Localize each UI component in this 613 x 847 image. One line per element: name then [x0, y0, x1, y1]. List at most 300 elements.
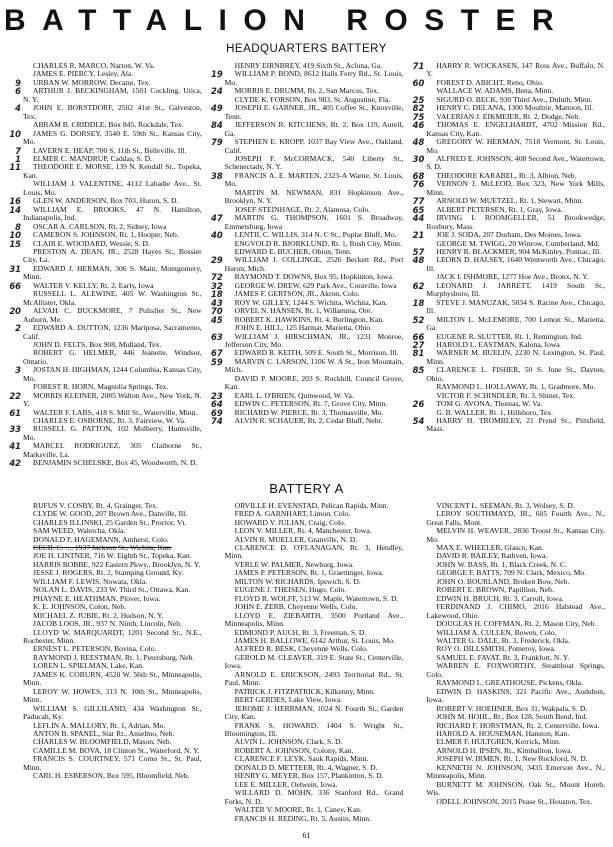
roster-entry: MAX E. WHEELER, Glasco, Kan.: [436, 543, 544, 553]
member-address: Rt. 3, Wolsey, S. D.: [514, 500, 575, 510]
roster-entry: 18 JAMES F. GERTSON, JR., Akron, Colo.: [225, 290, 404, 298]
handwritten-number: 59: [211, 356, 223, 367]
member-address: Bovina, Colo.: [114, 644, 157, 654]
member-address: Magnolia Springs, Tex.: [97, 382, 169, 392]
handwritten-number: 25: [412, 94, 425, 105]
handwritten-number: 47: [211, 213, 223, 224]
member-address: Rt. 1, Remington, Ind.: [514, 331, 583, 341]
member-name: ABRAM B. CRIDDLE: [33, 120, 105, 130]
member-address: 700 S. 11th St., Belleville, Ill.: [95, 145, 187, 155]
member-name: WALTER F. LABS: [33, 407, 92, 417]
member-name: MILTON L. McLEMORE: [436, 314, 520, 324]
member-address: 5034 S. Racine Ave., Chicago, Ill.: [426, 297, 606, 316]
member-name: JOSEPH F. McCORMACK: [234, 153, 333, 163]
member-address: 1640 Wentworth Ave., Chicago, Ill.: [426, 255, 605, 273]
roster-entry: 15 CLAIR E. WOODARD, Wessie, S. D.: [23, 240, 202, 248]
roster-entry: FLOYD R. WOLFF, 513 W. Maple, Watertown, S. D.: [234, 593, 399, 603]
member-name: WALTER G. DALE: [436, 636, 498, 645]
member-name: JOHN D. FELTS: [33, 339, 86, 349]
handwritten-number: 74: [211, 416, 223, 427]
member-address: 1937 Jackson St., Wichita, Kan.: [74, 543, 172, 553]
member-address: Colon, Neb.: [89, 602, 127, 612]
handwritten-number: 16: [9, 196, 21, 207]
roster-entry: 25 SIGURD O. BECK, 930 Third Ave., Duluth, Minn.: [426, 96, 605, 104]
member-address: 629 Park Ave., Coraville, Iowa: [302, 280, 397, 290]
member-name: FRANCIS H. REDING: [234, 813, 307, 823]
member-address: 922 Eastern Pkwy., Brooklyn, N. Y.: [91, 559, 201, 569]
member-name: MORRIS KLEINER: [33, 390, 97, 400]
member-address: 408 Second Ave., Watertown, S. D.: [426, 153, 606, 172]
handwritten-number: 7: [15, 145, 21, 156]
member-name: JACK I. ISHMORE: [436, 272, 498, 282]
roster-entry: 64 EDWIN C. PETERSON, Rt. 7, Grove City, Minn.: [225, 400, 404, 408]
member-name: THOMAS E. ENGELHARDT: [436, 120, 536, 130]
handwritten-number: 62: [412, 280, 425, 291]
member-name: JOHN W. BASS: [436, 559, 487, 569]
member-address: Rt. 3, Frederick, Okla.: [501, 636, 570, 645]
roster-entry: EDWIN H. BRUCH, Rt. 3, Carroll, Iowa.: [436, 593, 564, 603]
handwritten-number: 42: [9, 458, 21, 469]
roster-entry: 41 MARCEL RODRIGUEZ, 305 Claiborne St., Marksville, La.: [23, 442, 202, 459]
roster-entry: 40 LENTIL C. WILLIS, 314 N. C St., Poplar Bluff, Mo.: [225, 231, 404, 239]
roster-entry: DONALD F. HAGEMANN, Amherst, Colo.: [33, 534, 169, 544]
member-address: 125 Harmar, Marietta, Ohio.: [285, 323, 373, 333]
member-name: RICHARD F. HORSTMAN: [436, 720, 523, 730]
member-name: CAMERON S. JOHNSON: [33, 230, 116, 240]
handwritten-number: 70: [211, 306, 223, 317]
roster-entry: 14 WILLIAM E. BROOKS, 47 N. Hamilton, Indianapolis, Ind.: [23, 206, 202, 223]
member-name: URBAN W. MORROW: [33, 77, 106, 87]
roster-entry: CLYDE W. GOOD, 207 Brown Ave., Danville, Ill.: [33, 509, 188, 519]
handwritten-number: 84: [211, 120, 223, 131]
roster-entry: PATRICK J. FITZPATRICK, Kilkenny, Minn.: [234, 686, 375, 696]
roster-entry: CHARLES ILLINSKI, 25 Garden St., Proctor, Vt.: [33, 517, 187, 527]
member-name: DAVID R. BAILEY: [436, 551, 498, 561]
member-name: VERLE W. PALMER: [234, 559, 302, 569]
roster-entry: 61 WALTER F. LABS, 418 S. Mill St., Waterville, Minn.: [23, 409, 202, 417]
member-name: ODELL JOHNSON: [436, 796, 498, 806]
member-name: STEVE J. MANUZAK: [436, 297, 508, 307]
roster-entry: 22 MORRIS KLEINER, 2085 Walton Ave., New York, N. Y.: [23, 392, 202, 409]
member-address: Rt. 2, San Marcos, Tex.: [307, 86, 379, 96]
member-name: THEODORE E. MORSE: [33, 162, 112, 172]
roster-entry: 18 STEVE J. MANUZAK, 5034 S. Racine Ave., Chicago, Ill.: [426, 299, 605, 316]
roster-entry: EDWIN D. HASKINS, 321 Pacific Ave., Audubon, Iowa.: [426, 686, 605, 705]
member-address: Rt. 1, Adrian, Mo.: [109, 720, 166, 730]
member-address: 313 N. 10th St., Minneapolis, Minn.: [23, 686, 202, 705]
member-name: LEROY W. HOWES: [33, 686, 101, 696]
member-address: 1601 S. Broadway, Emmetsburg, Iowa: [224, 213, 404, 231]
roster-entry: G. B. WALLER, Rt. 1, Hillsboro, Tex.: [436, 407, 554, 417]
member-name: ARNOLD E. ERICKSON: [234, 669, 319, 679]
handwritten-number: 71: [412, 61, 425, 71]
member-address: Box 45, Woodworth, N. D.: [115, 458, 198, 468]
member-name: VERNON J. McLEOD: [436, 179, 511, 189]
member-address: 21 Prend St., Pittsfield, Mass.: [426, 416, 605, 434]
member-name: HARRIS ROBBE: [33, 559, 89, 569]
member-name: MILTON W. RICHARDS: [234, 576, 314, 586]
member-name: JOHN M. HOHL: [436, 712, 490, 722]
member-address: 2230 N. Lexington, St. Paul, Minn.: [426, 348, 606, 366]
headquarters-roster: [0, 62, 613, 468]
member-address: 418 S. Mill St., Waterville, Minn.: [95, 407, 198, 417]
roster-entry: JACOB LOOS, JR., 937 N. Ninth, Lincoln, Neb.: [33, 619, 182, 629]
handwritten-number: 18: [211, 289, 223, 300]
roster-entry: 10 JAMES G. DORSEY, 3540 E. 59th St., Kansas City, Mo.: [23, 130, 202, 147]
member-address: Rt. 4, Burlington, Kan.: [314, 314, 385, 324]
member-name: LAVERN E. HEAP: [33, 145, 93, 155]
roster-entry: 11 THEODORE E. MORSE, 139 N. Kendall St., Topeka, Kan.: [23, 163, 202, 180]
roster-entry: 60 FOREST D. ABICHT, Reno, Ohio.: [426, 79, 605, 87]
handwritten-number: 19: [211, 69, 223, 80]
member-name: EARL L. O'BRIEN: [234, 390, 295, 400]
member-address: Decatur, Tex.: [109, 77, 151, 87]
member-address: Box 157, Plankinton, S. D.: [301, 771, 384, 781]
member-name: LEORN D. HALSEY: [436, 255, 503, 265]
member-name: JOE H. LINTNER: [33, 551, 90, 561]
roster-column: [6, 62, 202, 468]
roster-entry: WILLIAM A. CULLEN, Bowen, Colo.: [436, 627, 557, 637]
handwritten-number: 85: [412, 365, 425, 376]
member-address: Ipswich, S. D.: [317, 576, 361, 586]
member-address: Rt. 2, Dodge, Neb.: [522, 111, 581, 121]
member-address: 831 Hopkinson Ave., Brooklyn, N. Y.: [224, 187, 404, 206]
roster-entry: WILLARD D. MOHN, 336 Stanford Rd., Grand Forks, N. D.: [224, 788, 404, 806]
member-name: ROY W. GILLEY: [234, 297, 289, 307]
roster-entry: VINCENT L. SEEMAN, Rt. 3, Wolsey, S. D.: [436, 500, 575, 510]
roster-entry: 72 RAYMOND T. DOWNS, Box 95, Hopkinton, Iowa.: [225, 273, 404, 281]
member-name: ROBERT E. BROWN: [436, 585, 505, 595]
roster-entry: 75 VALERIAN J. EIKMEIER, Rt. 2, Dodge, Neb.: [426, 113, 605, 121]
member-address: 336 Stanford Rd., Grand Forks, N. D.: [224, 788, 404, 806]
member-address: 709 N. Clark, Mexico, Mo.: [503, 568, 587, 578]
roster-entry: 21 JOE J. SODA, 207 Durham, Des Moines, Iowa.: [426, 231, 605, 239]
member-name: FOREST D. ABICHT: [436, 77, 503, 87]
member-name: EDWARD E. BUCHER: [234, 246, 309, 256]
member-address: 1501 Cockling, Utica, N. Y.: [23, 86, 202, 104]
roster-entry: WARREN E. FOXWORTHY, Steamboat Springs, Colo.: [426, 661, 606, 679]
member-address: Steamboat Springs, Colo.: [426, 661, 606, 679]
member-address: Rt. 3, Thomasville, Mo.: [310, 407, 384, 417]
member-address: Rt. 1, Rush City, Minn.: [331, 238, 402, 248]
member-name: GEROLD M. CLEAVER: [234, 652, 313, 662]
roster-entry: ELMER F. HULTGREN, Kerrick, Minn.: [436, 737, 561, 747]
member-name: ALVIN R. SCHAUER: [234, 416, 304, 426]
handwritten-number: 26: [412, 399, 425, 410]
member-name: BURNETT M. JOHNSON: [436, 779, 523, 789]
roster-entry: 26 TOM G. AVONA, Thomas, W. Va.: [426, 400, 605, 408]
roster-entry: 66 WALTER V. KELLY, Rt. 2, Early, Iowa: [23, 282, 202, 290]
member-name: JAMES P. PETERSON: [234, 568, 307, 578]
member-name: JOHN O. BOURLAND: [436, 576, 510, 586]
roster-entry: JOHN E. ZERB, Cheyenne Wells, Colo.: [234, 602, 358, 612]
roster-column: [409, 502, 605, 823]
member-name: LEON V. MILLER: [234, 526, 294, 536]
member-address: 2526 Beckett Rd., Port Huron, Mich.: [224, 255, 404, 273]
member-name: FRANCIS A. E. MARTEN: [234, 170, 320, 180]
handwritten-number: 27: [412, 339, 425, 350]
roster-entry: JAMES K. COBURN, 4520 W. 56th St., Minneapolis, Minn.: [23, 669, 202, 688]
roster-entry: GEROLD M. CLEAVER, 319 E. State St., Centerville, Iowa.: [224, 652, 404, 671]
roster-entry: 9 URBAN W. MORROW, Decatur, Tex.: [23, 79, 202, 87]
member-name: ROBERT K. HAWKINS: [234, 314, 311, 324]
member-address: Rt. 4, Wagner, S. D.: [316, 762, 378, 772]
handwritten-number: 44: [412, 213, 425, 224]
handwritten-number: 31: [9, 263, 21, 274]
roster-entry: ROY O. DILLSMITH, Pomeroy, Iowa.: [436, 644, 556, 654]
handwritten-number: 4: [15, 103, 21, 114]
handwritten-number: 79: [211, 137, 223, 148]
member-name: CLARENCE D. O'FLANAGAN: [234, 543, 343, 553]
roster-entry: HAROLD A. HOUSEMAN, Hanston, Kan.: [436, 728, 570, 738]
roster-entry: JOE H. LINTNER, 716 W. Eighth St., Topeka, Kan.: [33, 551, 192, 561]
handwritten-number: 22: [9, 390, 21, 401]
roster-entry: DAVID R. BAILEY, Rathven, Iowa.: [436, 551, 548, 561]
member-name: PRESTON A. DEAN, JR.: [33, 246, 118, 256]
member-name: WILLIAM S. GILLILAND: [33, 703, 126, 713]
member-name: MARVIN C. LARSON: [234, 356, 307, 366]
roster-entry: 23 EARL L. O'BRIEN, Quinwood, W. Va.: [225, 392, 404, 400]
section-title-headquarters: HEADQUARTERS BATTERY: [226, 43, 387, 55]
roster-entry: JACK I. ISHMORE, 1277 Hoe Ave., Bronx, N. Y.: [436, 272, 589, 282]
member-address: 2836 Troost St., Kansas City, Mo.: [426, 526, 606, 544]
handwritten-number: 9: [15, 77, 21, 88]
member-name: TOM G. AVONA: [436, 399, 491, 409]
handwritten-number: 10: [9, 230, 21, 241]
handwritten-number: 3: [15, 365, 21, 376]
handwritten-number: 49: [211, 103, 223, 114]
member-name: JACOB LOOS, JR.: [33, 619, 93, 629]
roster-entry: 38 FRANCIS A. E. MARTEN, 2323-A Warne, St. Louis, Mo.: [225, 172, 404, 189]
member-address: 7 Pulisfier St., New Auburn, Me.: [23, 306, 202, 324]
member-name: EDWARD R. KEITH: [234, 348, 301, 358]
member-address: 2323-A Warne, St. Louis, Mo.: [224, 170, 404, 189]
handwritten-number: 33: [9, 424, 21, 435]
roster-entry: 69 RICHARD W. PIERCE, Rt. 3, Thomasville, Mo.: [225, 409, 404, 417]
handwritten-number: 57: [412, 246, 425, 257]
member-address: Rt. 3, Shiner, Tex.: [520, 390, 576, 400]
member-address: Oak St., Mount Horeb, Wis.: [426, 779, 606, 798]
member-name: MAX E. WHEELER: [436, 543, 501, 553]
roster-entry: GEORGE F. BATTS, 709 N. Clark, Mexico, Mo.: [436, 568, 587, 578]
member-name: WILLARD D. MOHN: [234, 788, 311, 798]
roster-entry: 16 GLEN W. ANDERSON, Box 703, Huron, S. D.: [23, 197, 202, 205]
roster-entry: 8 OSCAR A. CARLSON, Rt. 2, Sidney, Iowa: [23, 223, 202, 231]
page-title: BATTALION ROSTER: [4, 4, 571, 37]
member-address: 50 S. June St., Dayton, Ohio.: [426, 365, 606, 383]
member-address: Rt. 2, Centerville, Iowa.: [526, 720, 600, 730]
member-address: Plover, Iowa.: [119, 593, 161, 603]
roster-entry: BURNETT M. JOHNSON, Oak St., Mount Horeb, Wis.: [426, 779, 606, 798]
member-name: VALERIAN J. EIKMEIER: [436, 111, 520, 121]
roster-entry: ROBERT E. BROWN, Papillion, Neb.: [436, 585, 554, 595]
roster-entry: 45 ROBERT K. HAWKINS, Rt. 4, Burlington, Kan.: [225, 316, 404, 324]
roster-entry: RICHARD F. HORSTMAN, Rt. 2, Centerville, Iowa.: [436, 720, 600, 730]
member-name: JAMES K. COBURN: [33, 669, 101, 679]
member-address: 314 N. C St., Poplar Bluff, Mo.: [301, 230, 397, 240]
roster-entry: 19 WILLIAM P. BOND, 8612 Halls Ferry Rd., St. Louis, Mo.: [225, 70, 404, 87]
roster-entry: 82 HENRY C. DELANA, 1300 Moultrie, Mattoon, Ill.: [426, 104, 605, 112]
member-address: Sauk Rapids, Minn.: [308, 754, 369, 764]
member-name: EDWIN C. PETERSON: [234, 399, 310, 409]
handwritten-number: 64: [211, 399, 223, 410]
roster-entry: 47 MARTIN G. THOMPSON, 1601 S. Broadway, Emmetsburg, Iowa: [225, 214, 404, 231]
roster-entry: CLARENCE D. O'FLANAGAN, Rt. 3, Hendley, Minn.: [224, 543, 404, 561]
roster-entry: RAYMOND J. REESTMAN, Rt. 1, Petersburg, Neb.: [33, 652, 195, 662]
roster-entry: FRED A. GARNHART, Limon, Colo.: [234, 509, 351, 519]
member-address: Caddas, S. D.: [110, 153, 152, 163]
roster-entry: RAYMOND L. HOLLAWAY, Rt. 1, Gradmore, Mo.: [436, 382, 596, 392]
member-name: JOSTAN H. HIGHMAN: [33, 365, 109, 375]
handwritten-number: 6: [15, 86, 21, 97]
roster-entry: 68 THEODORE KARABEL, Rt. 3, Albion, Neb.: [426, 172, 605, 180]
roster-entry: JOHN W. BASS, Rt. 1, Black Creek, N. C.: [436, 559, 567, 569]
member-address: 700 Lemon St., Marietta, Ga.: [426, 314, 605, 333]
roster-entry: CHARLES W. BLOOMFIELD, Mason, Neb.: [33, 737, 172, 747]
handwritten-number: 69: [211, 407, 223, 418]
member-name: GEORGE M. TWIGG: [436, 238, 505, 248]
roster-entry: 27 HAROLD L. EASTMAN, Kalona, Iowa: [426, 341, 605, 349]
member-address: 8612 Halls Ferry Rd., St. Louis, Mo.: [224, 69, 404, 87]
member-address: Granville, N. D.: [308, 534, 358, 544]
member-address: Cheyenne Wells, Colo.: [287, 602, 358, 612]
member-name: ALBERT PETERSEN: [436, 204, 505, 214]
member-address: 4520 W. 56th St., Minneapolis, Minn.: [23, 669, 202, 688]
roster-entry: ALFRED R. BESK, Cheyenne Wells, Colo.: [234, 644, 368, 654]
page-number: 61: [302, 830, 311, 840]
member-address: 2016 Halstead Ave., Lakewood, Ohio.: [426, 602, 605, 620]
handwritten-number: 66: [412, 331, 425, 342]
roster-entry: LEFLIN A. MALLORY, Rt. 1, Adrian, Mo.: [33, 720, 166, 730]
member-name: ERNEST L. PETERSON: [33, 644, 111, 654]
roster-entry: FRANK S. HOWARD, 1404 S. Wright St., Bloomington, Ill.: [224, 720, 404, 738]
member-address: 513 W. Maple, Watertown, S. D.: [299, 593, 399, 603]
roster-entry: DONALD D. METTEER, Rt. 4, Wagner, S. D.: [234, 762, 378, 772]
member-address: 405 Coffee St., Knoxville, Tenn.: [224, 103, 404, 121]
member-name: FRANK S. HOWARD: [234, 720, 317, 730]
member-name: SAM WEED: [33, 526, 74, 536]
member-address: 207 Durham, Des Moines, Iowa.: [482, 230, 582, 240]
member-name: EDWIN D. HASKINS: [436, 686, 510, 696]
member-name: CAMILLE M. BOVA: [33, 745, 100, 755]
roster-entry: 30 ALFRED E. JOHNSON, 408 Second Ave., Watertown, S. D.: [426, 155, 605, 172]
member-name: FLOYD R. WOLFF: [234, 593, 296, 603]
member-address: Obion, Tenn.: [312, 246, 352, 256]
roster-entry: 77 ARNOLD W. MUETZEL, Rt. 1, Stewart, Minn.: [426, 197, 605, 205]
member-address: Kilkenny, Minn.: [325, 686, 375, 696]
member-address: 1300 Moultrie, Mattoon, Ill.: [507, 103, 594, 113]
member-name: WILLIAM J. HIRSCHMAN, JR.: [234, 331, 349, 341]
member-name: RAYMOND J. REESTMAN: [33, 652, 122, 662]
member-name: HARRY H. TROMBLEY: [436, 416, 520, 426]
roster-entry: SAM WEED, Waletcha, Okla.: [33, 526, 126, 536]
handwritten-number: 48: [412, 137, 425, 148]
member-address: 2528 Hayes St., Bossier City, La.: [23, 246, 202, 265]
member-name: EDWARD J. HERMAN: [33, 263, 110, 273]
member-address: 1024 N. Fourth St., Garden City, Kan.: [224, 703, 404, 722]
member-address: Rt. 3, Fairview, W. Va.: [117, 416, 186, 426]
member-name: ALFRED R. BESK: [234, 644, 295, 654]
handwritten-number: 82: [412, 103, 425, 114]
member-address: Pomeroy, Iowa.: [507, 644, 556, 654]
roster-entry: 65 ALBERT PETERSEN, Rt. 1, Gray, Iowa.: [426, 206, 605, 214]
member-address: 4702 Mission Rd., Kansas City, Kan.: [426, 120, 606, 138]
roster-entry: 48 GREGORY W. HERMAN, 7518 Vermont, St. Louis, Mo.: [426, 138, 605, 155]
roster-entry: ALVIN R. MUELLER, Granville, N. D.: [234, 534, 358, 544]
member-name: MARTIN M. NEWMAN: [234, 187, 322, 197]
member-name: JAMES F. GERTSON, JR.: [234, 289, 317, 299]
roster-entry: HARRIS ROBBE, 922 Eastern Pkwy., Brooklyn, N. Y.: [33, 559, 201, 569]
handwritten-number: 11: [9, 162, 21, 173]
section-title-battery-a: BATTERY A: [269, 480, 344, 496]
roster-entry: JOHN D. FELTS, Box 908, Midland, Tex.: [33, 339, 162, 349]
handwritten-number: 1: [15, 153, 21, 164]
member-name: ARNOLD W. MUETZEL: [436, 196, 516, 206]
roster-entry: 2 EDWARD A. DUTTON, 1236 Mariposa, Sacramento, Calif.: [23, 324, 202, 341]
handwritten-number: 21: [412, 230, 425, 241]
member-name: RUFUS V. COSBY: [33, 500, 92, 510]
member-address: Rt. 1, Black Creek, N. C.: [490, 559, 567, 569]
member-name: VICTOR F. SCHINDLER: [436, 390, 517, 400]
roster-entry: VERLE W. PALMER, Newburg, Iowa.: [234, 559, 355, 569]
handwritten-number: 40: [211, 230, 223, 241]
member-name: ELMER C. MANDRUP: [33, 153, 107, 163]
member-name: HENRY EIRNBREY: [234, 61, 299, 70]
member-address: 305 Claiborne St., Marksville, La.: [23, 441, 202, 459]
roster-entry: 71 HARRY R. WOCKASEN, 147 Ross Ave., Buffalo, N. Y.: [426, 62, 605, 79]
member-address: Oelwein, Iowa.: [290, 779, 338, 789]
member-address: 937 N. Ninth, Lincoln, Neb.: [96, 619, 182, 629]
member-address: Rathven, Iowa.: [501, 551, 548, 561]
roster-entry: CECIL C. ..., 1937 Jackson St., Wichita, Kan.: [33, 543, 172, 553]
member-name: HENRY G. MEYER: [234, 771, 298, 781]
handwritten-number: 8: [15, 221, 21, 232]
member-name: WARNER M. BUELIN: [436, 348, 511, 358]
member-name: JAMES H. BALLOWE: [234, 636, 308, 645]
member-address: 147 Ross Ave., Buffalo, N. Y.: [426, 61, 605, 79]
member-address: Box 595, Bloomfield, Neb.: [106, 771, 190, 781]
roster-entry: 10 CAMERON S. JOHNSON, Rt. 1, Hooper, Neb.: [23, 231, 202, 239]
member-address: Rt. 1, Graettinger, Iowa.: [309, 568, 384, 578]
handwritten-number: 52: [412, 314, 425, 325]
handwritten-number: 24: [211, 86, 223, 97]
member-address: 1106 W. A St., Iron Mountain, Mich.: [224, 356, 404, 375]
roster-entry: RUFUS V. COSBY, Rt. 4, Grainger, Tex.: [33, 500, 158, 510]
roster-entry: 67 EDWARD R. KEITH, 509 E. South St., Morrison, Ill.: [225, 349, 404, 357]
handwritten-number: 18: [412, 297, 425, 308]
roster-entry: JAMES E. PIERCY, Lesley, Ala.: [33, 69, 134, 79]
roster-column: [208, 62, 404, 468]
member-name: RICHARD W. PIERCE: [234, 407, 308, 417]
member-address: 1244 Columbia, Kansas City, Mo.: [23, 365, 202, 383]
handwritten-number: 45: [211, 314, 223, 325]
member-address: 1201 Second St., N.E., Rochester, Minn.: [23, 627, 202, 645]
member-name: ALVAH C. BUCKMORE: [33, 306, 121, 316]
member-name: CLARENCE F. LEYK: [234, 754, 305, 764]
member-name: MELVIN H. WEAVER: [436, 526, 510, 536]
member-address: Narton, W. Va.: [110, 61, 155, 70]
member-name: JOHN E. ZERB: [234, 602, 284, 612]
handwritten-number: 63: [211, 331, 223, 342]
member-address: Cheyenne Wells, Colo.: [298, 644, 368, 654]
member-name: EUGENE J. THEISEN: [234, 585, 306, 595]
member-name: PHAYNE E. HEATHMAN: [33, 593, 117, 603]
handwritten-number: 68: [412, 170, 425, 181]
member-address: Rt. 2, Box 119, Aurell, Ga.: [224, 120, 404, 138]
roster-entry: EDMOND P. AUCH, Rt. 3, Freeman, S. D.: [234, 627, 367, 637]
member-name: JESSE J. ROGERS: [33, 568, 93, 578]
roster-entry: 54 HARRY H. TROMBLEY, 21 Prend St., Pittsfield, Mass.: [426, 417, 605, 434]
